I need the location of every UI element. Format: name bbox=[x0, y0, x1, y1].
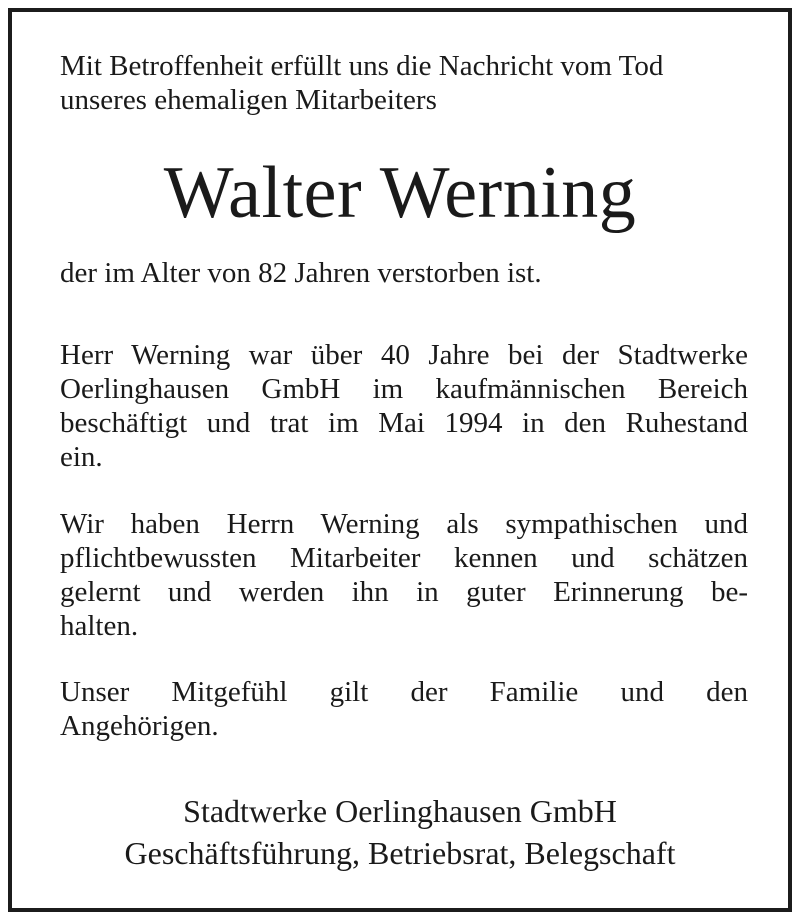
age-text bbox=[60, 256, 748, 290]
appreciation-paragraph bbox=[60, 507, 748, 643]
age-line: der im Alter von 82 Jahren verstorben ist. bbox=[60, 257, 542, 289]
paragraph-line: pflichtbewussten Mitarbeiter kennen und schätzen bbox=[60, 542, 748, 574]
employment-paragraph bbox=[60, 338, 748, 474]
obituary-notice bbox=[8, 8, 792, 912]
deceased-name: Walter Werning bbox=[163, 152, 637, 234]
paragraph-line: Herr Werning war über 40 Jahre bei der Stadtwerke bbox=[60, 339, 748, 371]
paragraph-line: Oerlinghausen GmbH im kaufmännischen Bereich bbox=[60, 373, 748, 405]
intro-line: unseres ehemaligen Mitarbeiters bbox=[60, 84, 437, 116]
paragraph-line: ein. bbox=[60, 441, 103, 473]
company-name: Stadtwerke Oerlinghausen GmbH bbox=[183, 793, 617, 829]
signature-block bbox=[12, 790, 788, 874]
paragraph-line: Unser Mitgefühl gilt der Familie und den bbox=[60, 676, 748, 708]
condolence-paragraph bbox=[60, 675, 748, 743]
intro-line: Mit Betroffenheit erfüllt uns die Nachricht vom Tod bbox=[60, 50, 664, 82]
paragraph-line: beschäftigt und trat im Mai 1994 in den Ruhestand bbox=[60, 407, 748, 439]
paragraph-line: halten. bbox=[60, 610, 139, 642]
signers: Geschäftsführung, Betriebsrat, Belegschaft bbox=[124, 835, 676, 871]
paragraph-line: Angehörigen. bbox=[60, 710, 219, 742]
paragraph-line: Wir haben Herrn Werning als sympathischen und bbox=[60, 508, 748, 540]
paragraph-line: gelernt und werden ihn in guter Erinnerung be- bbox=[60, 576, 748, 608]
intro-text bbox=[60, 49, 748, 117]
